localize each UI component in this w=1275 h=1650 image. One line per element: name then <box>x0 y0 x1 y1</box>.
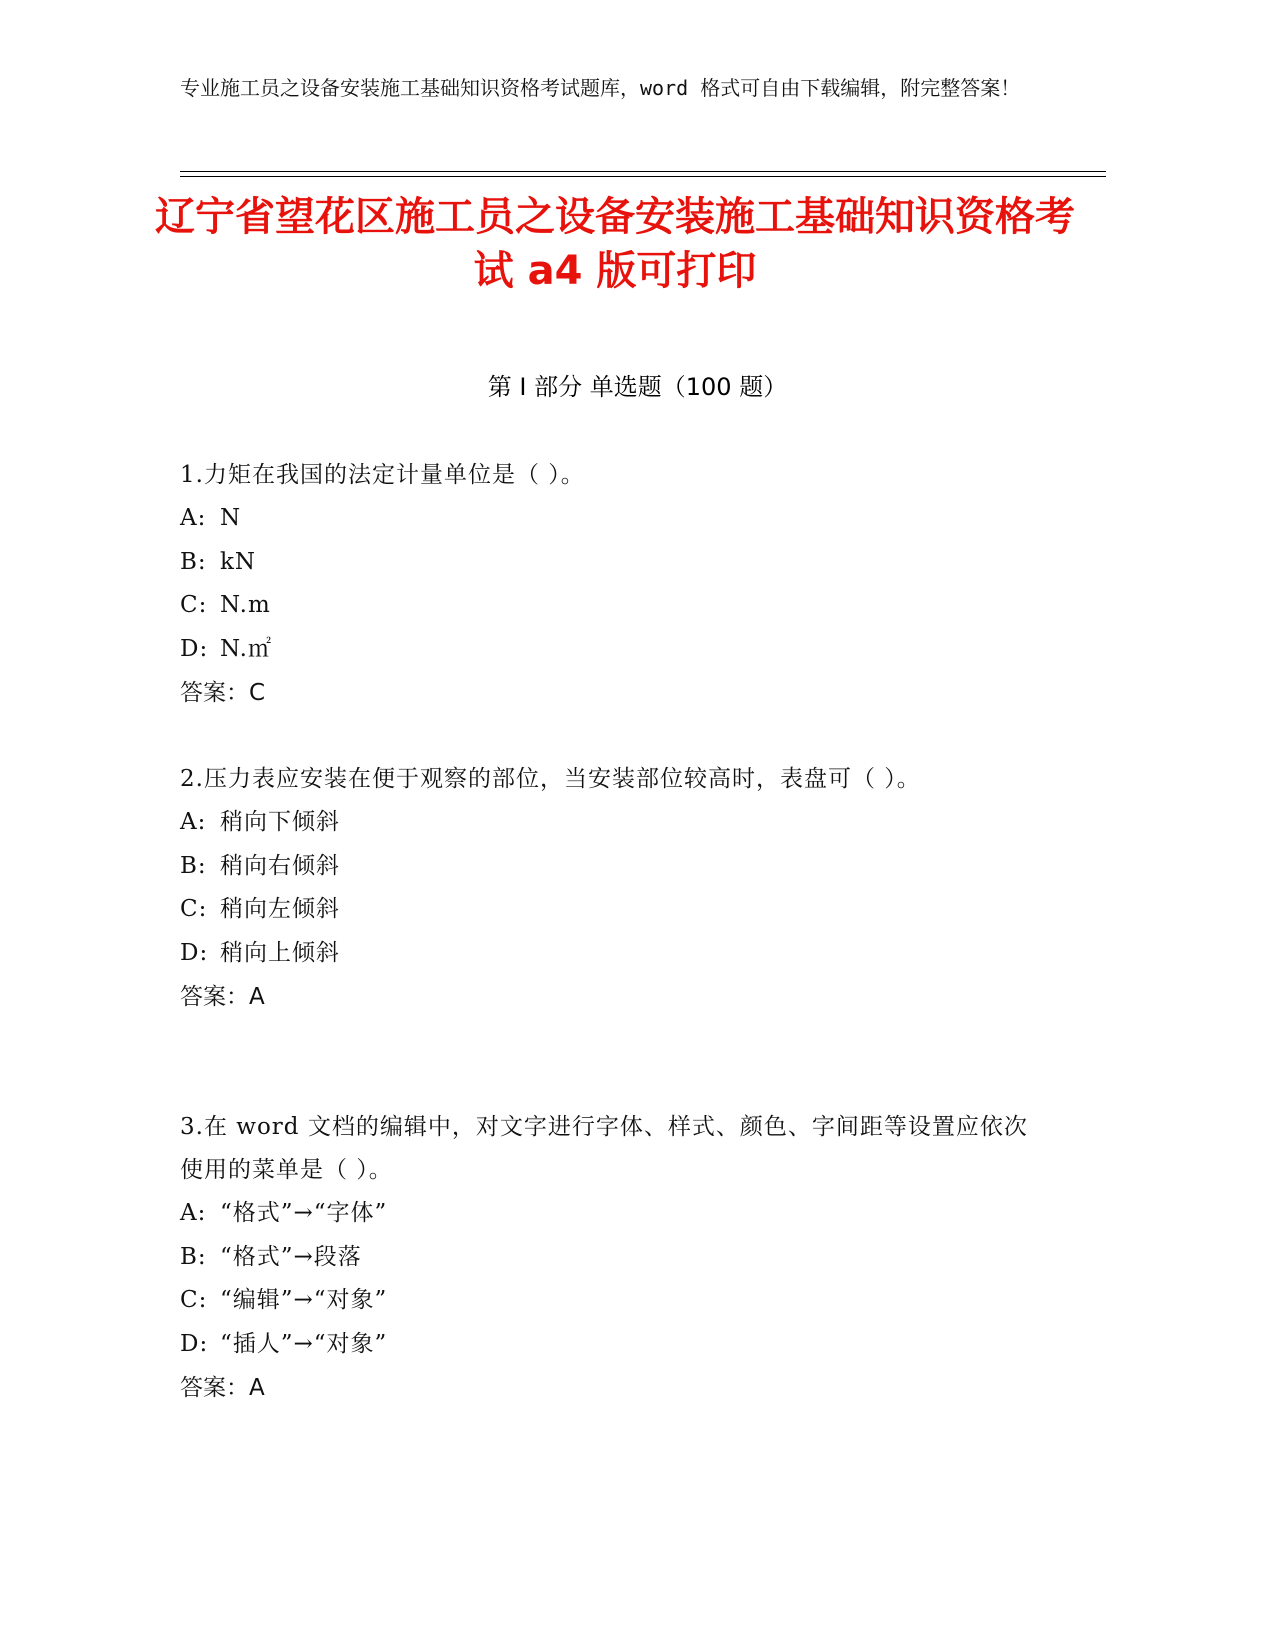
document-title: 辽宁省望花区施工员之设备安装施工基础知识资格考试 a4 版可打印 <box>155 194 1075 294</box>
header-note: 专业施工员之设备安装施工基础知识资格考试题库，word 格式可自由下载编辑，附完整答案！ <box>180 76 1021 100</box>
option-key: A: <box>180 505 207 531</box>
question-stem: 1.力矩在我国的法定计量单位是（ ）。 <box>180 462 585 488</box>
option-key: A: <box>180 1200 207 1226</box>
header-rule-bottom <box>180 176 1106 177</box>
option-text: N.㎡ <box>220 635 272 662</box>
option-key: D: <box>180 635 209 662</box>
option-key: B: <box>180 852 207 879</box>
option-key: B: <box>180 1243 207 1270</box>
option-c <box>180 1279 1040 1323</box>
question-2 <box>180 758 1040 1020</box>
option-c <box>180 584 1040 628</box>
option-text: “格式”→段落 <box>220 1243 362 1270</box>
option-text: “编辑”→“对象” <box>220 1287 388 1313</box>
option-text: 稍向上倾斜 <box>220 939 340 966</box>
section-title: 第 I 部分 单选题（100 题） <box>487 373 788 401</box>
question-3 <box>180 1106 1040 1411</box>
question-1 <box>180 454 1040 716</box>
option-text: N <box>220 505 242 531</box>
option-a <box>180 497 1040 541</box>
option-d <box>180 628 1040 672</box>
answer-line: 答案：A <box>180 1375 265 1401</box>
option-text: “格式”→“字体” <box>220 1200 388 1226</box>
header-rule-top <box>180 171 1106 172</box>
option-b <box>180 1236 1040 1280</box>
option-text: 稍向右倾斜 <box>220 852 340 879</box>
option-text: N.m <box>220 592 271 618</box>
option-key: C: <box>180 896 208 922</box>
option-d <box>180 1323 1040 1367</box>
option-text: 稍向左倾斜 <box>220 896 340 922</box>
option-d <box>180 932 1040 976</box>
option-key: C: <box>180 1287 208 1313</box>
option-b <box>180 541 1040 585</box>
answer-line: 答案：A <box>180 984 265 1010</box>
option-key: C: <box>180 592 208 618</box>
option-key: D: <box>180 939 209 966</box>
option-a <box>180 801 1040 845</box>
question-stem: 2.压力表应安装在便于观察的部位，当安装部位较高时，表盘可（ ）。 <box>180 766 921 792</box>
option-text: kN <box>220 548 257 575</box>
option-key: D: <box>180 1330 209 1357</box>
option-text: 稍向下倾斜 <box>220 809 340 835</box>
option-key: B: <box>180 548 207 575</box>
option-c <box>180 888 1040 932</box>
option-key: A: <box>180 809 207 835</box>
option-b <box>180 845 1040 889</box>
option-a <box>180 1192 1040 1236</box>
option-text: “插人”→“对象” <box>220 1330 388 1357</box>
question-stem: 3.在 word 文档的编辑中，对文字进行字体、样式、颜色、字间距等设置应依次使用的菜单是（ ）。 <box>180 1114 1028 1183</box>
answer-line: 答案：C <box>180 680 266 706</box>
